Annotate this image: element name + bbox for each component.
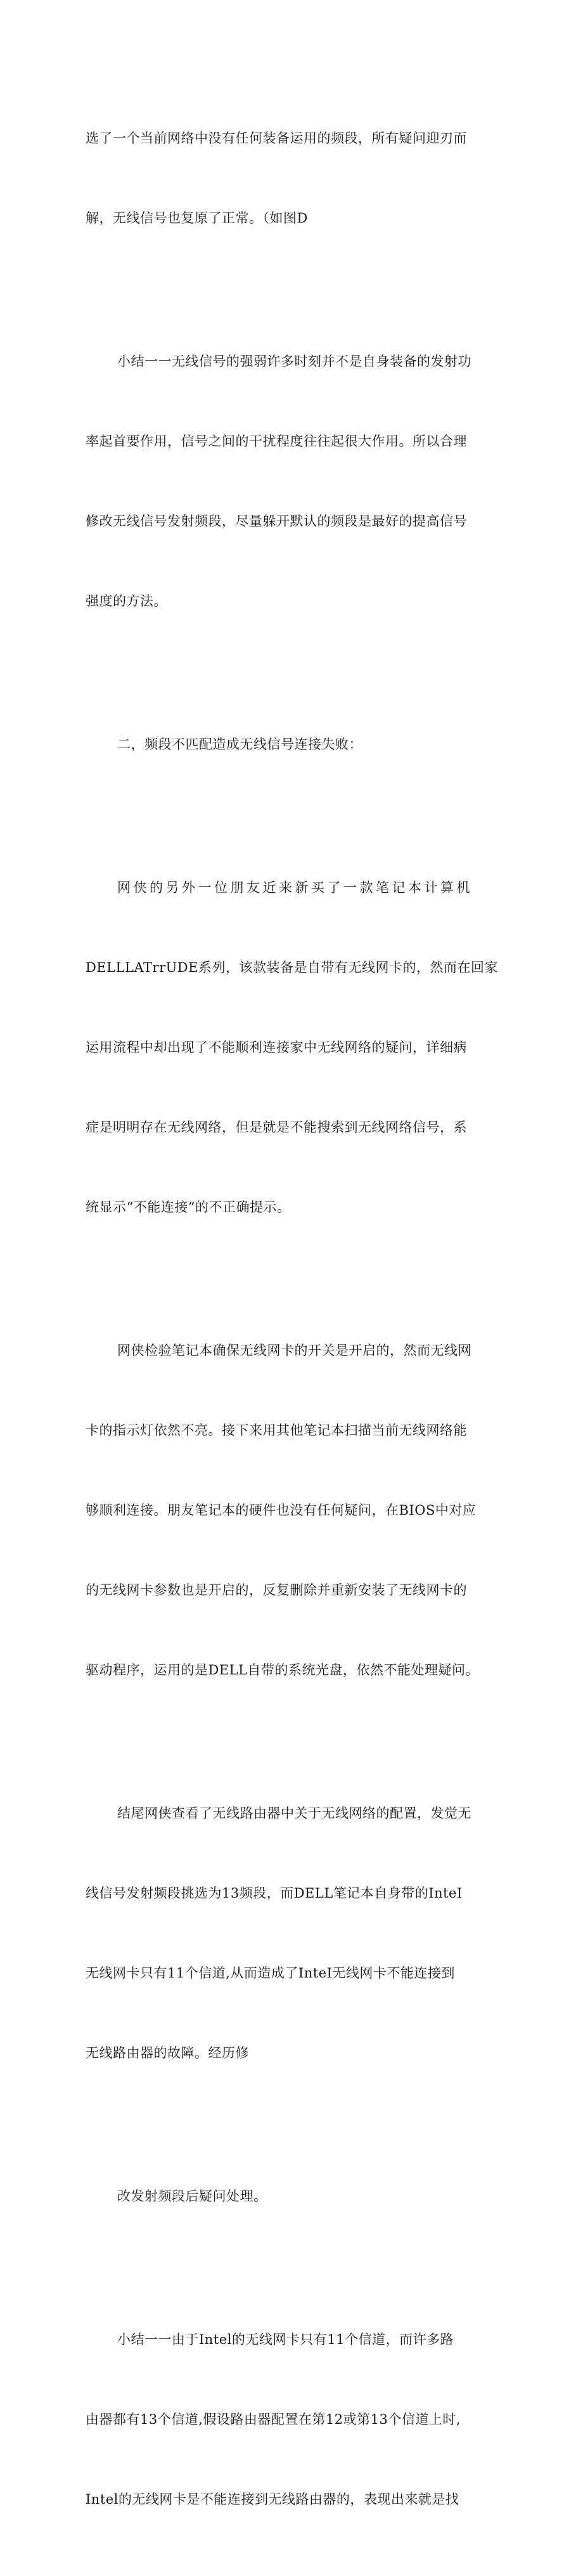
paragraph-line: 线信号发射频段挑选为13频段，而DELL笔记本自身带的InteI bbox=[86, 1886, 463, 1901]
paragraph-line: 率起首要作用，信号之间的干扰程度往往起很大作用。所以合理 bbox=[86, 434, 467, 449]
paragraph-line: 由器都有13个信道,假设路由器配置在第12或第13个信道上时, bbox=[86, 2412, 461, 2427]
paragraph-line: 驱动程序，运用的是DELL自带的系统光盘，依然不能处理疑问。 bbox=[86, 1662, 480, 1678]
paragraph-7 bbox=[86, 2130, 504, 2263]
paragraph-line: 运用流程中却出现了不能顺利连接家中无线网络的疑问，详细病 bbox=[86, 1040, 467, 1055]
paragraph-line: Intel的无线网卡是不能连接到无线路由器的，表现出来就是找 bbox=[86, 2492, 459, 2507]
paragraph-line: 改发射频段后疑问处理。 bbox=[117, 2189, 267, 2204]
paragraph-line: 网侠检验笔记本确保无线网卡的开关是开启的，然而无线网 bbox=[117, 1343, 471, 1358]
paragraph-line: 修改无线信号发射频段，尽量躲开默认的频段是最好的提高信号 bbox=[86, 514, 467, 529]
document-body bbox=[86, 72, 504, 2576]
paragraph-line: 小结一一无线信号的强弱许多时刻并不是自身装备的发射功 bbox=[117, 354, 471, 369]
paragraph-2 bbox=[86, 295, 504, 668]
paragraph-line: 选了一个当前网络中没有任何装备运用的频段，所有疑问迎刃而 bbox=[86, 131, 467, 146]
paragraph-line: 卡的指示灯依然不亮。接下来用其他笔记本扫描当前无线网络能 bbox=[86, 1423, 467, 1438]
paragraph-1 bbox=[86, 72, 504, 285]
section-heading-text: 二，频段不匹配造成无线信号连接失败： bbox=[117, 737, 362, 752]
paragraph-8 bbox=[86, 2273, 504, 2566]
paragraph-line: 解，无线信号也复原了正常。（如图D bbox=[86, 210, 308, 226]
paragraph-4 bbox=[86, 821, 504, 1274]
paragraph-line: 够顺利连接。朋友笔记本的硬件也没有任何疑问，在BIOS中对应 bbox=[86, 1503, 477, 1518]
paragraph-line: 强度的方法。 bbox=[86, 593, 167, 609]
paragraph-line: 结尾网侠查看了无线路由器中关于无线网络的配置，发觉无 bbox=[117, 1806, 471, 1821]
paragraph-6 bbox=[86, 1747, 504, 2120]
paragraph-line: 统显示“不能连接”的不正确提示。 bbox=[86, 1200, 291, 1215]
paragraph-line: 的无线网卡参数也是开启的，反复删除并重新安装了无线网卡的 bbox=[86, 1582, 467, 1598]
paragraph-line: 小结一一由于Intel的无线网卡只有11个信道，而许多路 bbox=[117, 2332, 454, 2347]
paragraph-line: 网侠的另外一位朋友近来新买了一款笔记本计算机 bbox=[117, 880, 473, 895]
section-heading-2 bbox=[86, 678, 504, 811]
paragraph-line: 无线路由器的故障。经历修 bbox=[86, 2045, 249, 2061]
paragraph-line: DELLLATrrUDE系列，该款装备是自带有无线网卡的，然而在回家 bbox=[86, 960, 498, 975]
paragraph-line: 无线网卡只有11个信道,从而造成了InteI无线网卡不能连接到 bbox=[86, 1965, 455, 1981]
paragraph-5 bbox=[86, 1284, 504, 1737]
paragraph-line: 症是明明存在无线网络，但是就是不能搜索到无线网络信号，系 bbox=[86, 1120, 467, 1135]
